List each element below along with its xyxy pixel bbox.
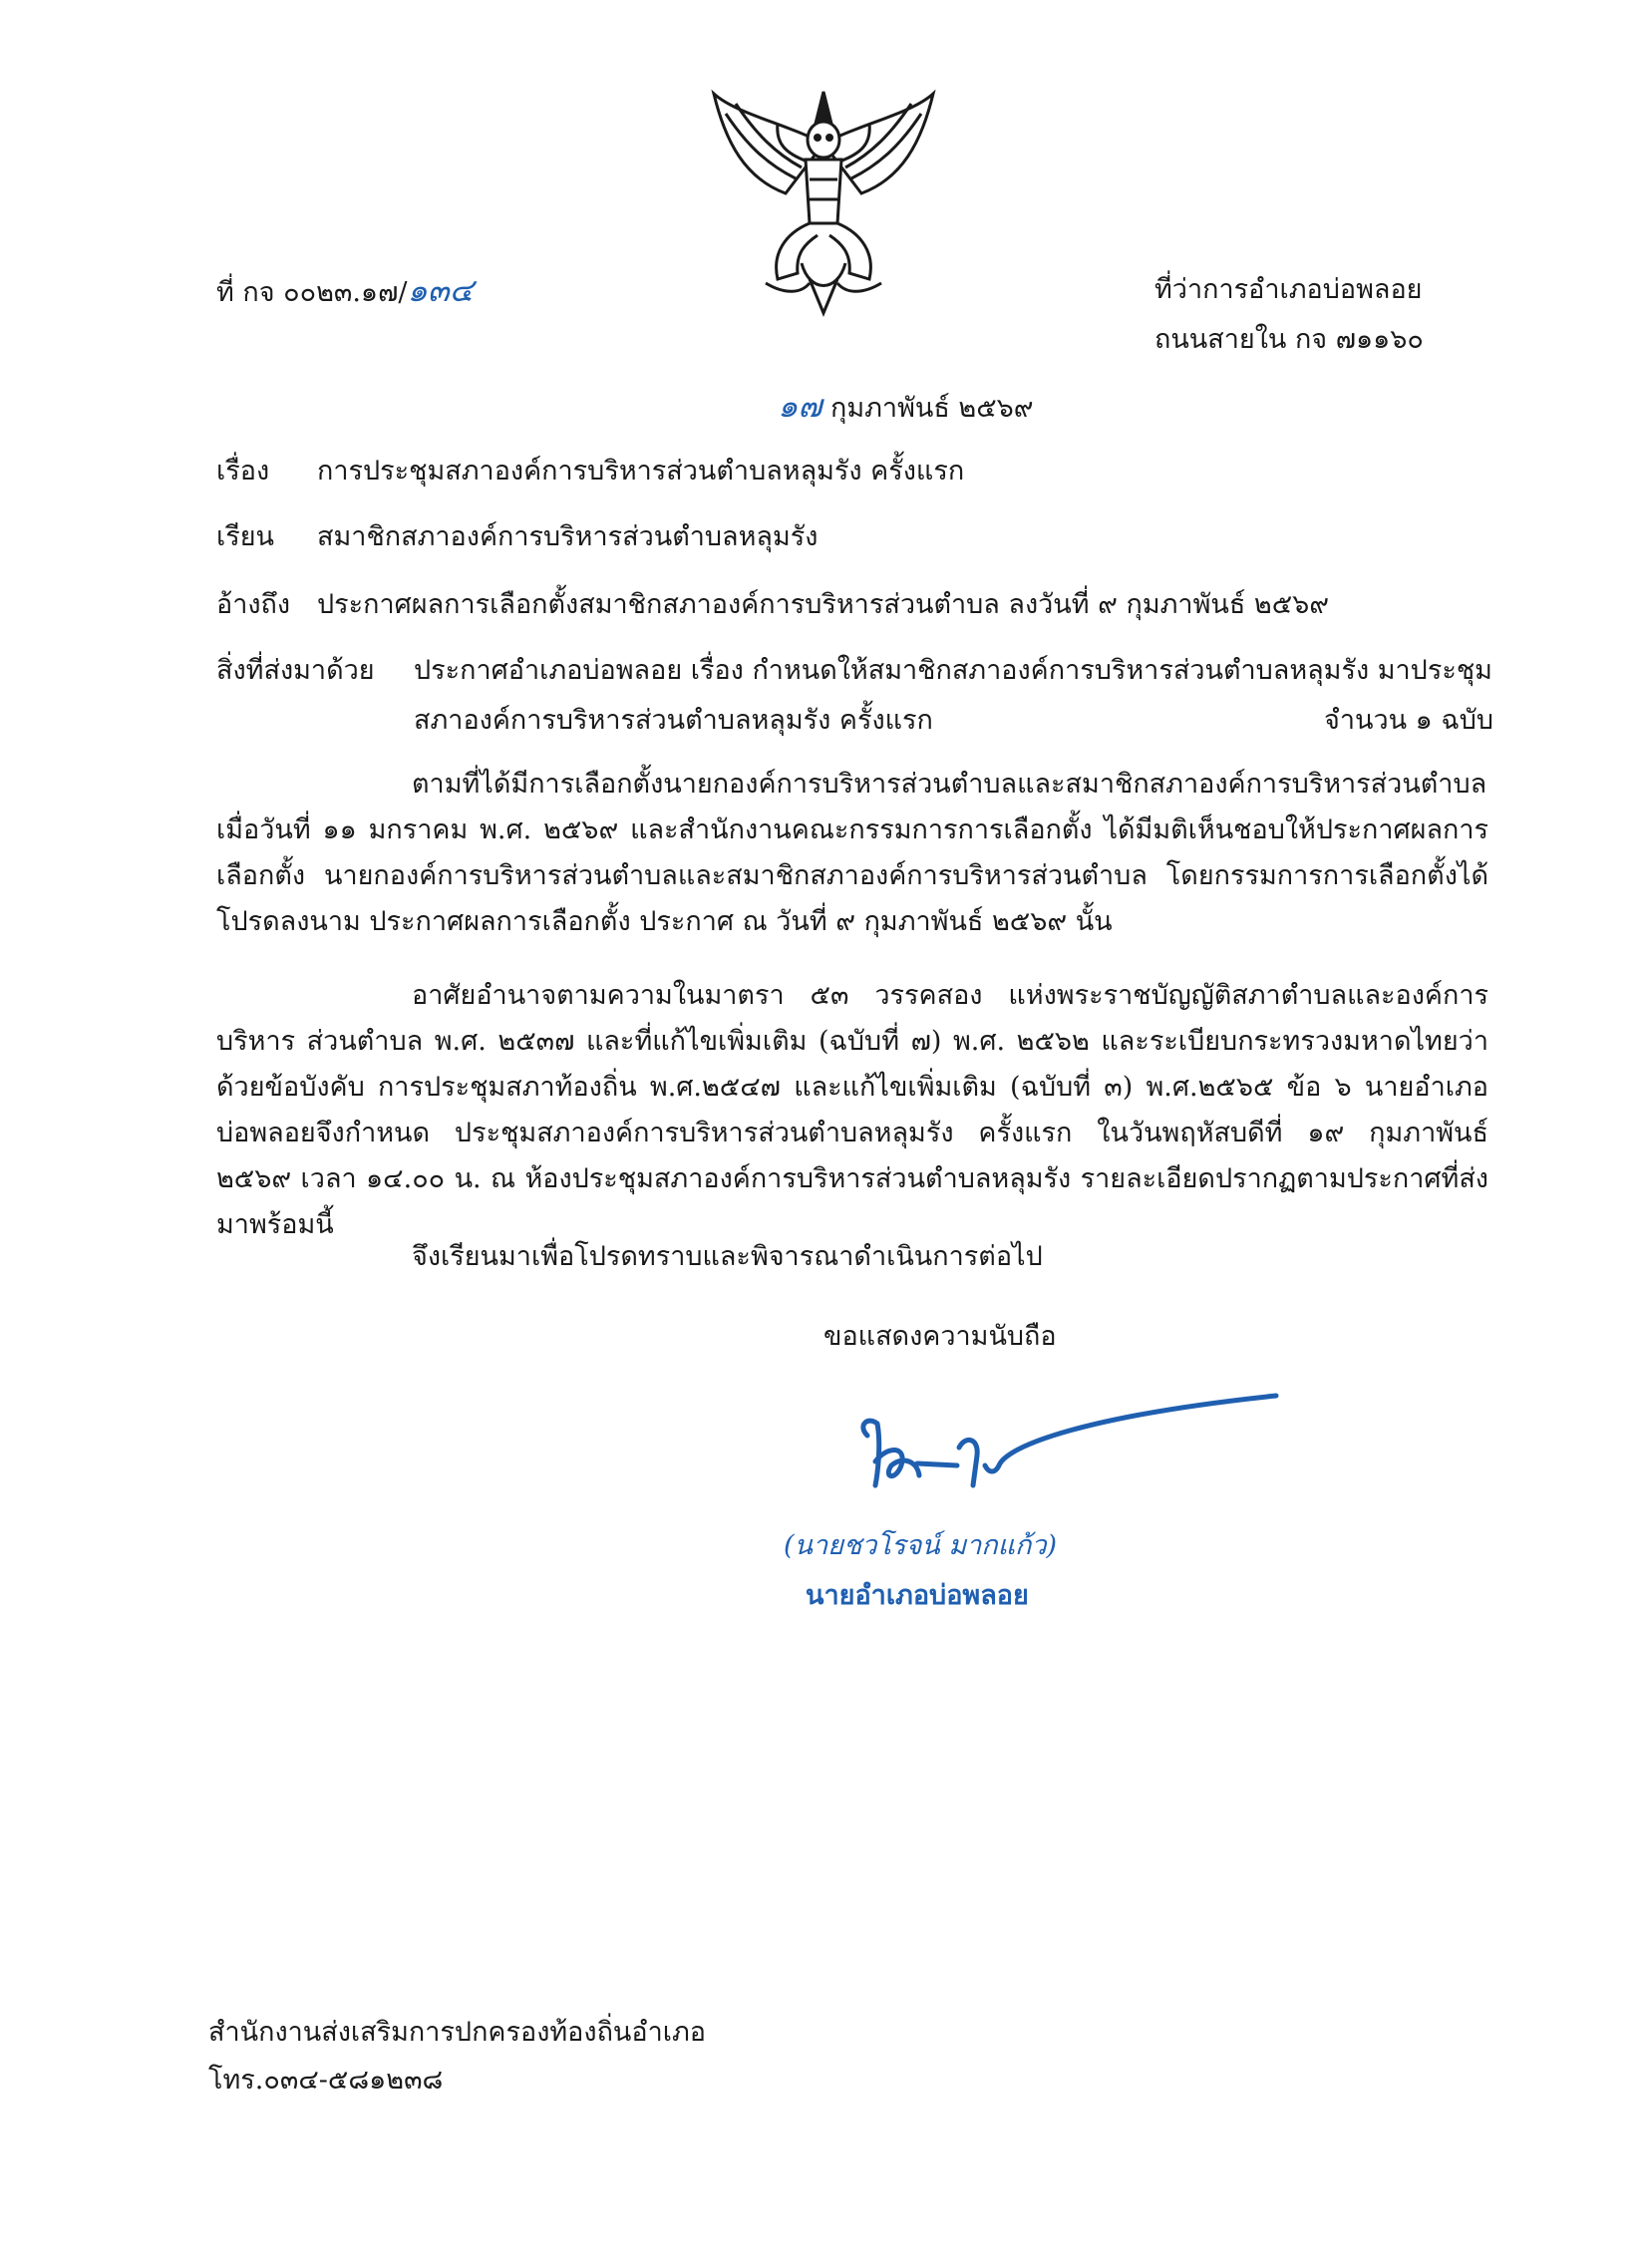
- reference-text: ประกาศผลการเลือกตั้งสมาชิกสภาองค์การบริหารส่วนตำบล ลงวันที่ ๙ กุมภาพันธ์ ๒๕๖๙: [317, 589, 1330, 620]
- signature-mark: [847, 1366, 1296, 1505]
- to-text: สมาชิกสภาองค์การบริหารส่วนตำบลหลุมรัง: [317, 521, 819, 552]
- enclosure-line-1: ประกาศอำเภอบ่อพลอย เรื่อง กำหนดให้สมาชิกสภาองค์การบริหารส่วนตำบลหลุมรัง มาประชุม: [414, 655, 1492, 686]
- office-name: ที่ว่าการอำเภอบ่อพลอย: [1154, 274, 1423, 305]
- enclosure-count: จำนวน ๑ ฉบับ: [1324, 705, 1494, 736]
- date-month-year: กุมภาพันธ์ ๒๕๖๙: [829, 393, 1034, 424]
- reference-label: อ้างถึง: [216, 589, 291, 620]
- subject-label: เรื่อง: [216, 456, 270, 486]
- to-label: เรียน: [216, 521, 275, 552]
- body-paragraph-2-text: อาศัยอำนาจตามความในมาตรา ๕๓ วรรคสอง แห่งพระราชบัญญัติสภาตำบลและองค์การบริหาร ส่วนตำบล พ.ศ. ๒๕๓๗ และที่แก้ไขเพิ่มเติม (ฉบับที่ ๗) พ.ศ. ๒๕๖๒ และระเบียบกระทรวงมหาดไทยว่าด้วยข้อบังคับ การประชุมสภาท้องถิ่น พ.ศ.๒๕๔๗ และแก้ไขเพิ่มเติม (ฉบับที่ ๓) พ.ศ.๒๕๖๕ ข้อ ๖ นายอำเภอบ่อพลอยจึงกำหนด ประชุมสภาองค์การบริหารส่วนตำบลหลุมรัง ครั้งแรก ในวันพฤหัสบดีที่ ๑๙ กุมภาพันธ์ ๒๕๖๙ เวลา ๑๔.๐๐ น. ณ ห้องประชุมสภาองค์การบริหารส่วนตำบลหลุมรัง รายละเอียดปรากฏตามประกาศที่ส่งมาพร้อมนี้: [216, 980, 1488, 1240]
- signer-title: นายอำเภอบ่อพลอย: [806, 1580, 1029, 1611]
- signer-name: (นายชวโรจน์ มากแก้ว): [784, 1530, 1058, 1561]
- letter-date: [778, 381, 1034, 432]
- subject-text: การประชุมสภาองค์การบริหารส่วนตำบลหลุมรัง ครั้งแรก: [317, 456, 965, 486]
- footer-office: สำนักงานส่งเสริมการปกครองท้องถิ่นอำเภอ: [208, 2017, 706, 2048]
- body-paragraph-1-text: ตามที่ได้มีการเลือกตั้งนายกองค์การบริหารส่วนตำบลและสมาชิกสภาองค์การบริหารส่วนตำบล เมื่อวันที่ ๑๑ มกราคม พ.ศ. ๒๕๖๙ และสำนักงานคณะกรรมการการเลือกตั้ง ได้มีมติเห็นชอบให้ประกาศผลการเลือกตั้ง นายกองค์การบริหารส่วนตำบลและสมาชิกสภาองค์การบริหารส่วนตำบล โดยกรรมการการเลือกตั้งได้โปรดลงนาม ประกาศผลการเลือกตั้ง ประกาศ ณ วันที่ ๙ กุมภาพันธ์ ๒๕๖๙ นั้น: [216, 769, 1488, 937]
- closing-line: จึงเรียนมาเพื่อโปรดทราบและพิจารณาดำเนินการต่อไป: [412, 1241, 1043, 1272]
- enclosure-label: สิ่งที่ส่งมาด้วย: [216, 655, 375, 686]
- body-paragraph-2: [216, 973, 1488, 1248]
- reference-number-handwritten: ๑๓๔: [407, 271, 474, 309]
- regards-line: ขอแสดงความนับถือ: [823, 1321, 1057, 1352]
- reference-number-printed: ที่ กจ ๐๐๒๓.๑๗/: [216, 277, 408, 308]
- garuda-emblem-icon: [706, 84, 941, 319]
- office-address: ถนนสายใน กจ ๗๑๑๖๐: [1154, 324, 1424, 355]
- footer-phone: โทร.๐๓๔-๕๘๑๒๓๘: [208, 2065, 444, 2096]
- reference-number: [216, 265, 474, 316]
- body-paragraph-1: [216, 762, 1488, 945]
- enclosure-line-2: สภาองค์การบริหารส่วนตำบลหลุมรัง ครั้งแรก: [414, 705, 933, 736]
- date-day-handwritten: ๑๗: [778, 387, 822, 425]
